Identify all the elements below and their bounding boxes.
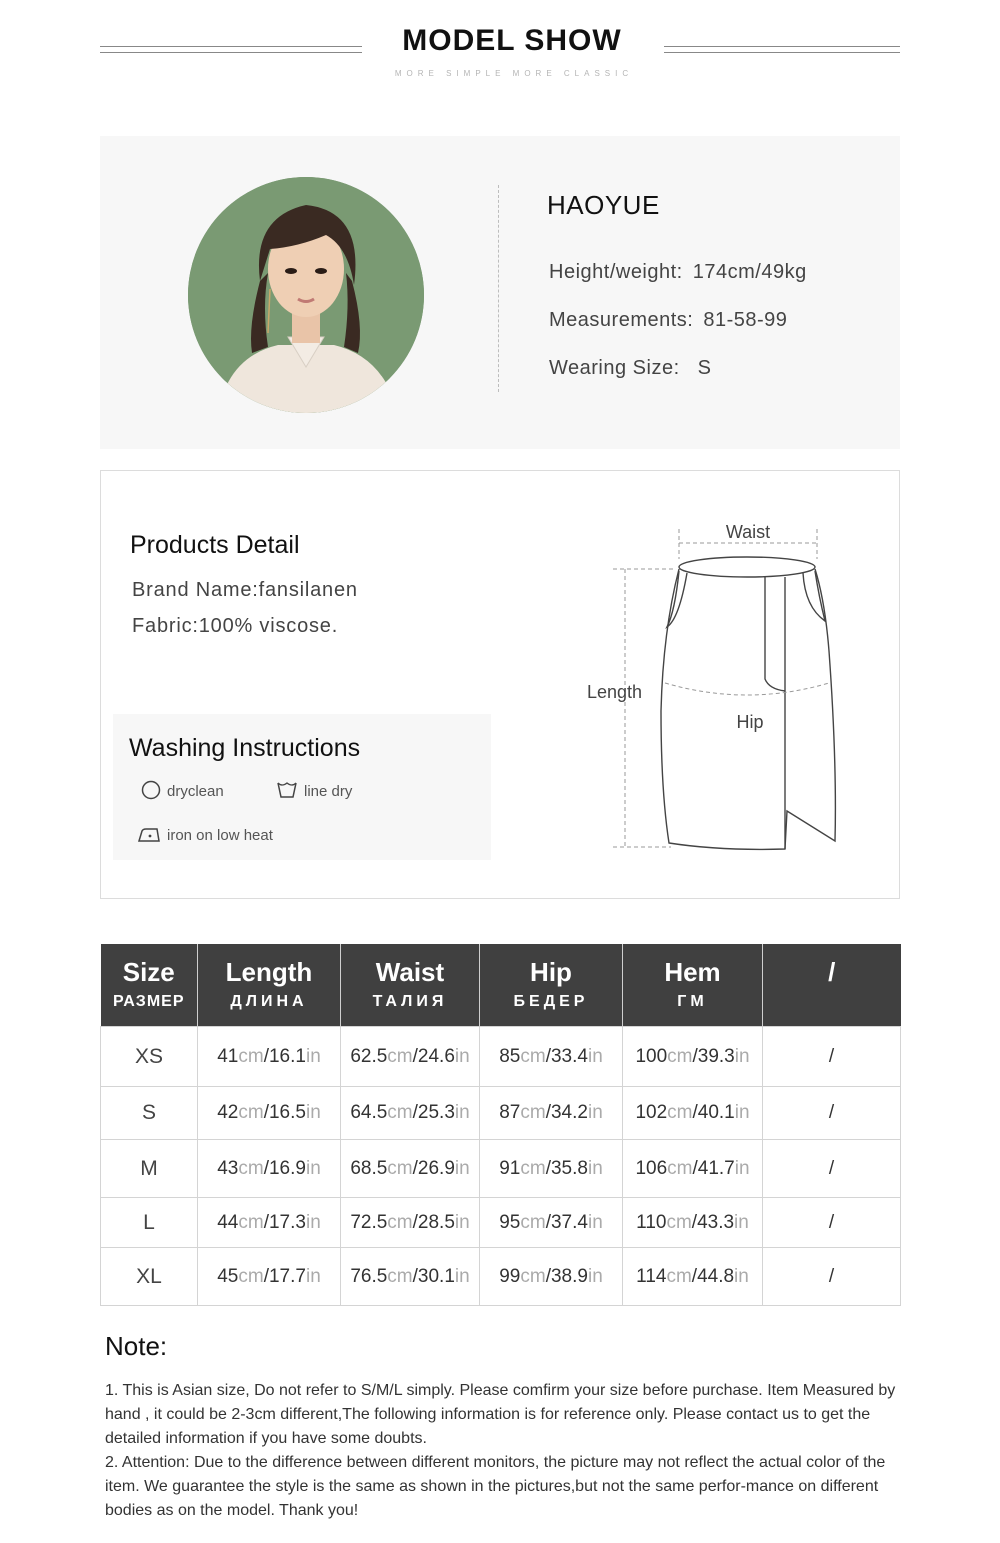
hip-cell xyxy=(480,1248,623,1306)
header-rule-right xyxy=(664,46,900,53)
unit-label: cm xyxy=(520,1157,546,1179)
unit-label: in xyxy=(305,1045,321,1067)
measure-value: 64.5 xyxy=(350,1102,388,1123)
waist-cell xyxy=(341,1087,480,1140)
measure-value: 35.8 xyxy=(550,1157,588,1179)
measure-value: 42 xyxy=(217,1102,239,1123)
measure-value: 45 xyxy=(217,1265,239,1287)
measure-value: 114 xyxy=(636,1265,667,1287)
unit-label: cm xyxy=(520,1102,546,1123)
model-height-weight xyxy=(549,261,807,284)
header-hem: Hem ГМ xyxy=(623,944,763,1027)
unit-separator: / xyxy=(692,1045,698,1067)
measure-value: 16.5 xyxy=(268,1102,306,1123)
unit-separator: / xyxy=(545,1157,551,1179)
table-row xyxy=(101,1248,901,1306)
brand-name: Brand Name:fansilanen xyxy=(132,579,358,601)
measure-value: 62.5 xyxy=(350,1045,388,1067)
table-row xyxy=(101,1198,901,1248)
hem-cell xyxy=(623,1087,763,1140)
unit-label: in xyxy=(305,1211,321,1233)
table-row xyxy=(101,1027,901,1087)
circle-icon xyxy=(141,780,161,800)
hip-cell xyxy=(480,1198,623,1248)
measure-value: 25.3 xyxy=(417,1102,455,1123)
measure-value: 91 xyxy=(499,1157,521,1179)
length-cell xyxy=(198,1087,341,1140)
size-table-header xyxy=(101,944,901,1027)
wash-item-label: dryclean xyxy=(167,783,224,800)
unit-separator: / xyxy=(263,1045,269,1067)
note-text xyxy=(105,1379,905,1523)
table-row xyxy=(101,1140,901,1198)
unit-label: in xyxy=(454,1265,470,1287)
measure-value: 44 xyxy=(217,1211,239,1233)
unit-label: cm xyxy=(387,1265,413,1287)
washing-instructions-panel xyxy=(113,714,491,860)
model-row-value: S xyxy=(697,357,712,379)
unit-label: cm xyxy=(238,1265,264,1287)
unit-label: cm xyxy=(387,1045,413,1067)
extra-cell: / xyxy=(763,1087,901,1140)
wash-item-iron xyxy=(137,826,273,844)
measure-value: 37.4 xyxy=(550,1211,588,1233)
measure-value: 87 xyxy=(499,1102,521,1123)
hem-cell xyxy=(623,1140,763,1198)
unit-label: cm xyxy=(387,1102,413,1123)
unit-label: in xyxy=(587,1265,603,1287)
header-size: Size РАЗМЕР xyxy=(101,944,198,1027)
model-name: HAOYUE xyxy=(547,190,660,220)
measure-value: 41.7 xyxy=(697,1157,735,1179)
unit-label: cm xyxy=(667,1157,693,1179)
unit-separator: / xyxy=(412,1265,418,1287)
waist-cell xyxy=(341,1140,480,1198)
unit-label: cm xyxy=(520,1045,546,1067)
unit-label: cm xyxy=(238,1211,264,1233)
wash-item-label: line dry xyxy=(304,783,353,800)
diagram-label-hip: Hip xyxy=(736,712,764,732)
measure-value: 38.9 xyxy=(550,1265,588,1287)
measure-value: 24.6 xyxy=(417,1045,455,1067)
unit-separator: / xyxy=(412,1102,418,1123)
size-table xyxy=(100,944,901,1306)
size-table-body xyxy=(101,1027,901,1306)
unit-label: cm xyxy=(238,1045,264,1067)
unit-label: cm xyxy=(666,1265,692,1287)
unit-label: in xyxy=(587,1157,603,1179)
model-row-label: Wearing Size: xyxy=(549,357,680,379)
unit-label: cm xyxy=(238,1102,264,1123)
measure-value: 16.1 xyxy=(268,1045,306,1067)
table-row xyxy=(101,1087,901,1140)
measure-value: 17.3 xyxy=(268,1211,306,1233)
length-cell xyxy=(198,1198,341,1248)
section-header xyxy=(0,0,1000,100)
unit-label: in xyxy=(587,1102,603,1123)
note-paragraph-2: 2. Attention: Due to the difference between different monitors, the picture may not reflect the actual color of the item. We guarantee the style is the same as shown in the pictures,but not the same perfor-mance on different bodies as on the model. Thank you! xyxy=(105,1454,886,1519)
model-divider xyxy=(498,185,499,392)
header-length: Length ДЛИНА xyxy=(198,944,341,1027)
unit-separator: / xyxy=(545,1102,551,1123)
measure-value: 85 xyxy=(499,1045,521,1067)
unit-label: in xyxy=(734,1102,750,1123)
unit-label: cm xyxy=(667,1102,693,1123)
model-avatar xyxy=(188,177,424,413)
note-paragraph-1: 1. This is Asian size, Do not refer to S/M/L simply. Please comfirm your size before purchase. Item Measured by hand , it could be 2-3cm different,The following information is for reference only. Please contact us to get the detailed information if you have some doubts. xyxy=(105,1382,896,1447)
header-hip: Hip БЕДЕР xyxy=(480,944,623,1027)
extra-cell: / xyxy=(763,1248,901,1306)
measure-value: 28.5 xyxy=(417,1211,455,1233)
wash-item-line-dry xyxy=(276,780,352,800)
unit-label: in xyxy=(734,1265,749,1287)
products-detail-title: Products Detail xyxy=(130,531,300,559)
unit-separator: / xyxy=(692,1157,698,1179)
measure-value: 33.4 xyxy=(550,1045,588,1067)
unit-separator: / xyxy=(263,1102,269,1123)
unit-separator: / xyxy=(412,1045,418,1067)
unit-label: in xyxy=(305,1157,321,1179)
measure-value: 17.7 xyxy=(268,1265,306,1287)
waist-cell xyxy=(341,1198,480,1248)
length-cell xyxy=(198,1027,341,1087)
unit-label: in xyxy=(454,1045,470,1067)
measure-value: 26.9 xyxy=(417,1157,455,1179)
size-cell: XL xyxy=(101,1248,198,1306)
unit-label: cm xyxy=(667,1045,693,1067)
length-cell xyxy=(198,1140,341,1198)
unit-label: in xyxy=(454,1211,470,1233)
measure-value: 95 xyxy=(499,1211,521,1233)
model-row-label: Height/weight: xyxy=(549,261,683,283)
unit-separator: / xyxy=(263,1157,269,1179)
waist-cell xyxy=(341,1027,480,1087)
model-info-panel xyxy=(100,136,900,449)
extra-cell: / xyxy=(763,1198,901,1248)
skirt-diagram xyxy=(571,511,871,861)
iron-icon xyxy=(137,826,161,844)
size-cell: S xyxy=(101,1087,198,1140)
measure-value: 40.1 xyxy=(697,1102,735,1123)
unit-label: in xyxy=(734,1211,749,1233)
products-detail-panel xyxy=(100,470,900,899)
unit-separator: / xyxy=(263,1265,269,1287)
measure-value: 100 xyxy=(635,1045,668,1067)
note-title: Note: xyxy=(105,1331,168,1361)
model-portrait-icon xyxy=(188,177,424,413)
measure-value: 43.3 xyxy=(697,1211,735,1233)
wash-item-dryclean xyxy=(141,780,224,800)
basin-icon xyxy=(276,780,298,800)
model-row-value: 174cm/49kg xyxy=(692,261,807,283)
unit-label: cm xyxy=(387,1211,413,1233)
measure-value: 72.5 xyxy=(350,1211,388,1233)
diagram-label-waist: Waist xyxy=(725,522,771,542)
unit-label: cm xyxy=(520,1211,546,1233)
measure-value: 68.5 xyxy=(350,1157,388,1179)
page-title: MODEL SHOW xyxy=(402,24,622,57)
measure-value: 99 xyxy=(499,1265,521,1287)
washing-title: Washing Instructions xyxy=(129,734,361,762)
unit-separator: / xyxy=(412,1157,418,1179)
model-row-value: 81-58-99 xyxy=(703,309,788,331)
unit-label: in xyxy=(734,1045,750,1067)
hip-cell xyxy=(480,1140,623,1198)
measure-value: 30.1 xyxy=(417,1265,455,1287)
model-measurements xyxy=(549,309,787,332)
measure-value: 41 xyxy=(217,1045,239,1067)
measure-value: 110 xyxy=(636,1211,667,1233)
wash-item-label: iron on low heat xyxy=(167,827,273,844)
measure-value: 102 xyxy=(635,1102,668,1123)
extra-cell: / xyxy=(763,1027,901,1087)
unit-separator: / xyxy=(545,1045,551,1067)
unit-label: in xyxy=(587,1045,603,1067)
hem-cell xyxy=(623,1198,763,1248)
length-cell xyxy=(198,1248,341,1306)
hip-cell xyxy=(480,1087,623,1140)
measure-value: 43 xyxy=(217,1157,239,1179)
hip-cell xyxy=(480,1027,623,1087)
measure-value: 76.5 xyxy=(350,1265,388,1287)
measure-value: 34.2 xyxy=(550,1102,588,1123)
model-row-label: Measurements: xyxy=(549,309,694,331)
header-waist: Waist ТАЛИЯ xyxy=(341,944,480,1027)
unit-label: cm xyxy=(238,1157,264,1179)
diagram-label-length: Length xyxy=(587,682,643,702)
measure-value: 39.3 xyxy=(697,1045,735,1067)
unit-separator: / xyxy=(545,1211,551,1233)
unit-separator: / xyxy=(691,1265,698,1287)
hem-cell xyxy=(623,1248,763,1306)
unit-separator: / xyxy=(412,1211,418,1233)
measure-value: 106 xyxy=(635,1157,668,1179)
size-cell: XS xyxy=(101,1027,198,1087)
unit-label: in xyxy=(454,1102,470,1123)
unit-label: cm xyxy=(387,1157,413,1179)
measure-value: 44.8 xyxy=(697,1265,735,1287)
unit-separator: / xyxy=(263,1211,269,1233)
unit-label: in xyxy=(587,1211,603,1233)
unit-separator: / xyxy=(692,1102,698,1123)
extra-cell: / xyxy=(763,1140,901,1198)
page-subtitle: MORE SIMPLE MORE CLASSIC xyxy=(394,69,634,78)
skirt-outline xyxy=(661,557,835,849)
waist-cell xyxy=(341,1248,480,1306)
unit-label: in xyxy=(734,1157,750,1179)
header-extra: / xyxy=(763,944,901,1027)
size-cell: L xyxy=(101,1198,198,1248)
unit-separator: / xyxy=(545,1265,551,1287)
measure-value: 16.9 xyxy=(268,1157,306,1179)
unit-label: in xyxy=(454,1157,470,1179)
hem-cell xyxy=(623,1027,763,1087)
size-cell: M xyxy=(101,1140,198,1198)
unit-label: in xyxy=(305,1102,321,1123)
unit-label: in xyxy=(305,1265,321,1287)
model-wearing-size xyxy=(549,357,711,380)
unit-label: cm xyxy=(520,1265,546,1287)
fabric: Fabric:100% viscose. xyxy=(132,615,339,637)
unit-label: cm xyxy=(666,1211,692,1233)
unit-separator: / xyxy=(691,1211,698,1233)
